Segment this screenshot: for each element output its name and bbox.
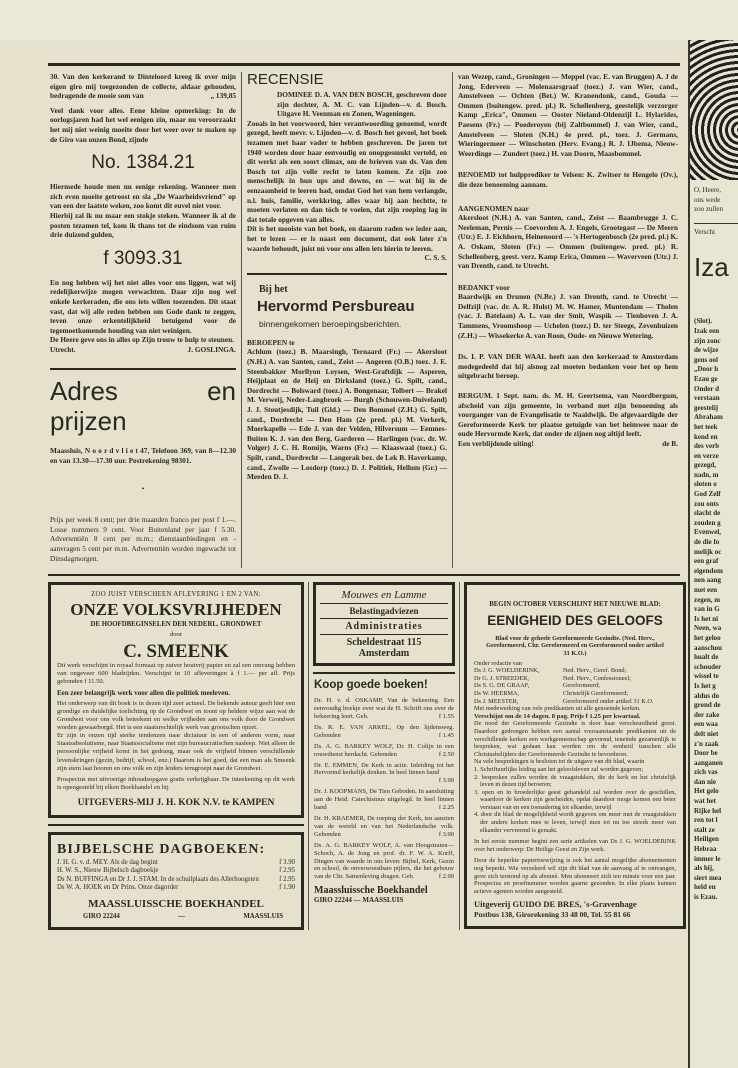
- ad-separator: [48, 824, 304, 826]
- ad-price: Verschijnt om de 14 dagen. 8 pag. Prijs f 1.25 per kwartaal.: [474, 712, 641, 720]
- beroepen-list: Achlum (toez.) B. Maarsingh, Ternaard (Fr.) — Akersloot (N.H.) A. van Santen, cand., Zeist — Angeren (O.B.) toez. J. E. Steenbakker Morllyon Loysen, West-Graftdijk — Asperen, Heijplaat en de Heij en Dirksland (toez.) G. Spilt, cand., Dordrecht — Bolsward (toez.) A. Bongenaar, Tolbert — Brakel M. Verweij, Neder-Langbroek — Burgh (Schouwen-Duiveland) J. J. Stoutjesdijk, Tuil (Gld.) — Den Bommel (Z.H.) G. Spilt, cand., Dordrecht — Den Ham (2e pred. pl.) M. Verkerk, Moerkapelle — Ede J. van der Velden, Hilversum — Eemnes-Buiten K. J. van den Berg, Garderen — Harlingen (vac. dr. W. Volger) J. C. H. Romijn, Warns (Fr.) — Klaaswaal (toez.) G. Spilt, cand., Dordrecht — Langerak bez. de Lek B. Haverkamp, cand., Zwolle — Losdorp (toez.) D. J. Politiek, Hellum (Gr.) — Meeden D. J.: [247, 347, 447, 482]
- item-title: Ds W. A. HOEK en Dr Prins. Onze dagorder: [57, 884, 179, 892]
- next-page-line: de wijze: [694, 346, 719, 355]
- next-page-line: nen aang: [694, 576, 722, 585]
- stokje-paragraph: Hierbij zal ik nu maar een stokje steken. Wanneer ik al de posten tezamen tel, kom ik thans tot de eindsom van ruim drie duizend gulden,: [50, 210, 236, 240]
- next-page-line: slacht de: [694, 509, 721, 518]
- editor-row: [474, 698, 676, 706]
- next-page-line: ons wede: [694, 195, 721, 204]
- ad-subtitle: Blad voor de geheele Gereformeerde Gezindte. (Ned. Herv., Gereformeerd, Chr. Gereformeerd en Gereformeerd onder artikel 31 K.O.): [486, 634, 664, 657]
- boek-item: [314, 842, 454, 882]
- editor-row: [474, 675, 676, 683]
- next-page-line: als hij,: [694, 864, 714, 873]
- adres-text: Maassluis, N o o r d v l i e t 47, Telefoon 369, van 8—12.30 en van 13.30—17.30 uur. Postrekening 98301.: [50, 446, 236, 466]
- next-page-line: de die fo: [694, 538, 720, 547]
- dagboek-item: [57, 859, 295, 867]
- item-price: f 1.45: [438, 731, 454, 739]
- next-page-line: nadn, m: [694, 470, 719, 479]
- ad-separator: [313, 672, 455, 674]
- ad-paragraph: Dit werk verschijnt in royaal formaat op zuiver houtvrij papier en zal een omvang hebben van ongeveer 600 bladzijden. Verschijnt in 10 afleveringen à f 1.— per afl. Prijs gebonden f 11.50.: [57, 661, 295, 685]
- next-page-line: Het gelo: [694, 787, 719, 796]
- editors-list: [474, 667, 676, 705]
- next-page-line: eigendom: [694, 566, 723, 575]
- ads-left: [48, 582, 304, 930]
- ad-title: EENIGHEID DES GELOOFS: [487, 612, 663, 628]
- next-page-line: der zake: [694, 710, 720, 719]
- ad-paragraph: Er zijn in onzen tijd sterke tendenzen naar dictatuur in een of anderen vorm, naar Staatsabsolutisme, naar Staatssocialisme met zijn bureaucratischen nasleep. Niet alleen de persoonlijke vrijheid komt in het gedrang, maar ook de vrijheid binnen verschillende levenskringen (gezin, bedrijf, school, enz.) Daarom is het goed, dat een man als Smeenk zijn stem laat hooren en ons volk en zijn leiders terugroept naar de Grondwet.: [57, 732, 295, 772]
- next-page-line: dan nie: [694, 777, 716, 786]
- next-page-line: Neen, wa: [694, 624, 722, 633]
- item-title: Ds N. BUFFINGA en Dr J. J. STAM. In de schuilplaats des Allerhoogsten: [57, 875, 259, 883]
- ad-paragraph: Prospectus met uitvoerige inhoudsopgave gratis verkrijgbaar. De inteekening op dit werk is opengesteld bij elken Boekhandel en bij: [57, 775, 295, 791]
- next-page-line: Onder d: [694, 384, 719, 393]
- aangenomen-list: Akersloot (N.H.) A. van Santen, cand., Zeist — Baambrugge J. C. Neeleman, Pernis — Coevorden A. J. Engels, Grootegast — De Meern (Utr.) E. J. Eichhorn, Heinenoord — 's Hertogenbosch (2e pred. pl.) K. A. Oskam, Sloten (Fr.) — Ommen (buitengew. pred. pl.) R. Schellenberg, geest. verz. Kamp Erica, Ommen — Waverveen (Utr.) J. van Drenth, cand. te Utrecht.: [458, 213, 678, 271]
- next-page-line: (Slot).: [694, 317, 713, 326]
- boek-item: [314, 788, 454, 812]
- item-price: f 3.90: [438, 777, 454, 785]
- bedankt-list: Baardwijk en Drunen (N.Br.) J. van Drenth, cand. te Utrecht — Delfzijl (vac. dr. A. R. Hulst) M. W. Hamer, Muntendam — Tholen (vac. J. Batelaan) A. L. van der Smit, Waspik — Tienhoven J. A. Tammens, Vroomshoop — Uchelen (toez.) D. ter Steege, Zevenhuizen (Z.H.) — Wissekerke A. van Roon, Oude- en Nieuwe Wetering.: [458, 292, 678, 340]
- next-page-line: stalt ze: [694, 825, 715, 834]
- editor-row: [474, 667, 676, 675]
- item-title: J. H. G. v. d. MEY. Als de dag begint: [57, 858, 158, 866]
- item-title: H. W. S., Nieuw Bijbelsch dagboekje: [57, 867, 159, 875]
- adres-title: Adres en prijzen: [50, 376, 236, 437]
- ad-title: ONZE VOLKSVRIJHEDEN: [70, 600, 282, 620]
- next-page-line: Verschi: [694, 223, 738, 238]
- closing-line: [458, 439, 678, 449]
- next-page-line: gens ool: [694, 355, 718, 364]
- redactie-label: Onder redactie van: [474, 659, 522, 667]
- editor-church: Ned. Herv., Confessioneel;: [562, 674, 631, 682]
- article-columns: [48, 72, 680, 568]
- recensie-title: RECENSIE: [247, 71, 324, 88]
- giro-number: No. 1384.21: [91, 152, 195, 174]
- column-divider: [459, 582, 460, 930]
- ad-eenigheid-des-geloofs: [464, 582, 686, 929]
- next-page-line: een waa: [694, 720, 718, 729]
- aim-item: 4. door dit blad de mogelijkheid wordt gegeven om meer met de vraagstukken der andere kerken mee te leven, terwijl men tot nu toe steeds meer van elkander vervreemd is geraakt.: [474, 811, 676, 834]
- next-page-line: Iza: [694, 252, 729, 283]
- next-page-line: aanganen: [694, 758, 723, 767]
- page-top-margin: [0, 0, 738, 40]
- item-price: f 1.55: [438, 713, 454, 721]
- ad-publisher-contact: Postbus 138, Girorekening 33 48 00, Tel. 55 81 66: [474, 910, 631, 920]
- ad-title: BIJBELSCHE DAGBOEKEN:: [57, 841, 266, 857]
- next-page-line: Ezau ge: [694, 374, 718, 383]
- persbureau-subtitle: binnengekomen beroepingsberichten.: [259, 319, 402, 330]
- item-price: f 3.90: [438, 830, 454, 838]
- item-price: f 1.90: [279, 884, 295, 892]
- dagboeken-list: [57, 859, 295, 893]
- column-divider: [308, 582, 309, 930]
- ad-subtitle: DE HOOFDBEGINSELEN DER NEDERL. GRONDWET: [90, 621, 262, 629]
- collecte-amount: „ 139,85: [210, 91, 236, 101]
- review-paragraph-2: Dit is het mooiste van het boek, en daarom raden we ieder aan, het te lezen — er is naast een document, dat ook later z'n waarde behoudt, juist nú voor ons allen iets hierin te leeren.: [247, 224, 447, 253]
- editor-church: Ned. Herv., Geref. Bond;: [562, 667, 627, 675]
- column-1: [48, 72, 236, 568]
- boeken-list: [314, 697, 454, 881]
- item-price: f 2.50: [438, 750, 454, 758]
- editor-church: Gereformeerd onder artikel 31 K.O.: [562, 697, 654, 705]
- rekening-paragraph: Hiermede houde men nu eenige rekening. Wanneer men zich even moeite getroost en sla „De Waarheidsvriend" op van een der laatste weken, zoo komt dit euvel niet voor.: [50, 182, 236, 211]
- closing-text: Een verblijdende uiting!: [458, 439, 534, 448]
- editor-name: Ds W. HEERMA,: [474, 689, 520, 697]
- item-price: f 3.90: [279, 858, 295, 866]
- dank-paragraph: En nog hebben wij het niet alles voor ons liggen, wat wij redelijkerwijze mogen verwachten. Daar zijn nog wel enkele kerkeraden, die ons iets willen toezenden. Dit staat vast, dat wij alle reden hebben om Gode dank te zeggen, teven onze erkentelijkheid betuigend voor de tegemoetkomende houding van niet weinigen.: [50, 277, 236, 335]
- next-page-text: [694, 186, 738, 903]
- ad-slogan: Een zeer belangrijk werk voor allen die politiek meeleven.: [57, 688, 230, 697]
- ad-paragraph: Door de beperkte papiertoewijzing is ook het aantal mogelijke abonnementen nog beperkt. Wie verzekerd wil zijn dit blad van de aanvang af te ontvangen, geve zich terstond op als abonné. Men abonneert zich ten minste voor een jaar. Prospectus en proefnummer worden gaarne gezonden. In elke plaats kunnen actieve agenten worden aangesteld.: [474, 857, 676, 895]
- ad-line: Belastingadviezen: [320, 604, 448, 619]
- next-page-line: het geloo: [694, 633, 721, 642]
- city: MAASSLUIS: [243, 912, 283, 920]
- column-2: [247, 72, 447, 568]
- next-page-line: Evenwel,: [694, 528, 722, 537]
- persbureau-title: Hervormd Persbureau: [257, 298, 415, 316]
- next-page-line: aldus do: [694, 691, 720, 700]
- next-page-edge: [688, 40, 738, 1068]
- editor-church: Christelijk Gereformeerd;: [562, 689, 629, 697]
- column-divider: [241, 72, 242, 568]
- ad-title: Koop goede boeken!: [314, 679, 428, 692]
- next-page-line: immer le: [694, 854, 721, 863]
- next-page-line: en verze: [694, 451, 719, 460]
- item-price: f 2.95: [279, 875, 295, 883]
- next-page-line: gezegd,: [694, 461, 716, 470]
- ad-giro-line: [57, 911, 295, 921]
- ad-onze-volksvrijheden: [48, 582, 304, 818]
- ad-author: C. SMEENK: [123, 640, 229, 662]
- next-page-line: het teek: [694, 422, 718, 431]
- next-page-line: melijk oc: [694, 547, 722, 556]
- ad-paragraph: In het eerste nummer begint een serie artikelen van Ds J. G. WOELDERINK over het onderwerp: De Heilige Geest en Zijn werk.: [474, 838, 676, 853]
- dagboek-item: [57, 876, 295, 884]
- editor-name: Ds S. G. DE GRAAF,: [474, 682, 530, 690]
- ad-koop-goede-boeken: [313, 678, 455, 905]
- ad-line: Administraties: [320, 619, 448, 635]
- next-page-line: Door be: [694, 749, 718, 758]
- giro: GIRO 22244: [83, 912, 120, 920]
- opmerking-paragraph: Veel dank voor alles. Eene kleine opmerking: In de oorlogsjaren had het wel eenigen zin, maar nu veroorzaakt het mij niet weinig moeite door het weer over te maken op de Giro van onzen Bond, zijnde: [50, 105, 236, 144]
- aim-item: 3. open en in broederlijke geest gehandeld zal worden over de geschillen, waardoor de kerken zijn gescheiden, opdat daardoor moge komen een beter verstaan van en een toenadering tot elkander, terwijl: [474, 788, 676, 811]
- beroepen-heading: BEROEPEN te: [247, 337, 295, 347]
- next-page-line: aanschou: [694, 643, 723, 652]
- next-page-illustration: [690, 40, 738, 180]
- editor-row: [474, 690, 676, 698]
- ad-bijbelsche-dagboeken: [48, 832, 304, 930]
- item-title: Dr. H. v. d. OSKAMP, Van de bekeering. Een eenvoudig boekje over wat de H. Schrift ons over de bekeering leert. Geb.: [314, 697, 454, 721]
- next-page-line: verstaan: [694, 394, 720, 403]
- ad-top-line: ZOO JUIST VERSCHEEN AFLEVERING 1 EN 2 VAN:: [91, 591, 261, 599]
- next-page-line: Abraham: [694, 413, 723, 422]
- boek-item: [314, 762, 454, 786]
- bergum-text: BERGUM. 1 Sept. nam. ds. M. H. Geertsema, van Noordbergum, afscheid van zijn gemeente, in verband met zijn benoeming als voorganger van de Evangelisatie te Naaldwijk. De afgevaardigde der Gereformeerde Kerk ter plaatse getuigde van het heimwee naar de oude Hervormde Kerk, dat onder de zijnen nog altijd leeft.: [458, 391, 678, 439]
- aims-list: [474, 766, 676, 834]
- ads-middle: [313, 582, 455, 905]
- ad-paragraph: Na vele besprekingen is besloten tot de uitgave van dit blad, waarin: [474, 758, 645, 766]
- benoemd-text: BENOEMD tot hulpprediker te Velsen: K. Zwitser te Hengelo (Ov.), die deze benoeming aannam.: [458, 170, 678, 189]
- next-page-line: een graf: [694, 557, 719, 566]
- aim-item: 1. Schriftuurlijke leiding aan het geloofsleven zal worden gegeven;: [474, 765, 644, 773]
- item-title: Dr. J. KOOPMANS, De Tien Geboden. In aansluiting aan de Heid. Catechismus uitgelegd. In heel linnen band: [314, 788, 454, 812]
- next-page-line: zouden g: [694, 518, 721, 527]
- section-rule: [247, 273, 447, 275]
- next-page-line: zijn zonc: [694, 336, 721, 345]
- next-page-line: siert mea: [694, 873, 722, 882]
- review-signature: C. S. S.: [424, 253, 447, 263]
- next-page-line: met een: [694, 586, 718, 594]
- ads-rule: [48, 574, 680, 576]
- item-title: Ds. A. G. BARKEY WOLF, A. van Hoogstraten—Schoch, A. de Jong en prof. dr. F. W. A. Korff, Dingen van waarde in ons leven: Bijbel, Kerk, Gezin en school, de onverwoestbare pijlers, die het gebouw van de Chr. Samenleving dragen. Geb.: [314, 841, 454, 881]
- editor-row: [474, 682, 676, 690]
- prices-text: Prijs per week 8 cent; per drie maanden franco per post f 1.—. Losse nummers 9 cent. Voor Buitenland per jaar f 5.30. Advertentiën 8 cent per m.m.; dienstaanbiedingen en -aanvragen 5 cent per m.m. Advertentiën worden ingewacht tot Dinsdagmorgen.: [50, 515, 236, 563]
- next-page-line: O, Heere,: [694, 186, 722, 194]
- next-page-line: Rijke hel: [694, 806, 722, 815]
- editor-name: Ds J. MEESTER,: [474, 697, 519, 705]
- next-page-line: kend en: [694, 432, 718, 441]
- ad-shop: Maassluissche Boekhandel: [314, 885, 428, 897]
- boek-item: [314, 724, 454, 740]
- next-page-line: Hebraa: [694, 845, 717, 854]
- next-page-line: ren tot l: [694, 816, 718, 825]
- next-page-line: zich vas: [694, 768, 718, 777]
- next-page-line: Is het ni: [694, 614, 719, 623]
- next-page-line: hualt de: [694, 653, 719, 662]
- item-price: f 2.90: [438, 873, 454, 881]
- ad-shop: MAASSLUISSCHE BOEKHANDEL: [88, 897, 264, 910]
- boek-item: [314, 815, 454, 839]
- dagboek-item: [57, 884, 295, 892]
- next-page-line: zou onts: [694, 499, 719, 508]
- next-page-line: schouder: [694, 662, 722, 671]
- next-page-line: held en: [694, 883, 716, 892]
- ad-top-line: BEGIN OCTOBER VERSCHIJNT HET NIEUWE BLAD:: [489, 601, 661, 609]
- item-title: Ds. R. E. VAN ARKEL, Op den lijdensweg. Gebonden: [314, 723, 454, 739]
- advertisements: [48, 582, 680, 930]
- next-page-line: z'n zaak: [694, 739, 719, 748]
- ad-paragraph: De nood der Gereformeerde Gezindte is door haar verscheurdheid groot. Daardoor gedrongen hebben een aantal vooraanstaande predikanten uit de verschillende kerken een werkgemeenschap gevormd, teneinde gezamenlijk te bespreken, wat gedaan kan worden om de eenheid tusschen alle Christusbelijders der Gereformeerde Gezindte te bevorderen.: [474, 720, 676, 758]
- item-title: Ds. A. G. BARKEY WOLF, Dr. H. Colijn in een rouwdienst herdacht. Gebonden: [314, 742, 454, 758]
- bullet-ornament: •: [141, 483, 145, 493]
- column-3: [458, 72, 678, 568]
- ad-name: Mouwes en Lamme: [320, 589, 448, 604]
- ad-publisher: UITGEVERS-MIJ J. H. KOK N.V. te KAMPEN: [77, 797, 275, 808]
- bij-het: Bij het: [259, 283, 288, 295]
- ad-publisher: Uitgeverij GUIDO DE BRES, 's-Gravenhage: [474, 899, 637, 910]
- boek-item: [314, 743, 454, 759]
- ad-address: Scheldestraat 115: [346, 637, 422, 649]
- next-page-line: Heiligen: [694, 835, 719, 844]
- next-page-line: geestelij: [694, 403, 719, 412]
- next-page-line: wat het: [694, 797, 716, 806]
- bedankt-heading: BEDANKT voor: [458, 282, 510, 292]
- item-price: f 2.25: [438, 804, 454, 812]
- place: Utrecht.: [50, 344, 76, 354]
- editor-name: Ds J. G. WOELDERINK,: [474, 667, 540, 675]
- ad-giro: GIRO 22244 — MAASSLUIS: [314, 896, 404, 905]
- ad-mouwes-en-lamme: [313, 582, 455, 666]
- next-page-line: van in G: [694, 605, 720, 614]
- next-page-line: zegen, m: [694, 595, 721, 604]
- next-page-line: zoo zullen: [694, 205, 723, 214]
- item-title: Dr. E. EMMEN, De Kerk in actie. Inleiding tot het Hervormd kerkelijk denken. In heel linnen band: [314, 761, 454, 777]
- next-page-line: sloten o: [694, 480, 717, 489]
- next-page-line: is Ezau.: [694, 893, 718, 901]
- next-page-line: God Zelf: [694, 490, 721, 499]
- signature: J. GOSLINGA.: [187, 344, 236, 354]
- editor-church: Gereformeerd;: [562, 682, 600, 690]
- header-rule: [48, 63, 680, 66]
- dash: —: [178, 912, 185, 920]
- ad-door: door: [169, 631, 183, 639]
- van-der-waal-text: Ds. I. P. VAN DER WAAL heeft aan den kerkeraad te Amsterdam medegedeeld dat hij alsnog zal moeten bedanken voor het op hem uitgebracht beroep.: [458, 352, 678, 381]
- signature-line: [50, 345, 236, 355]
- boek-item: [314, 697, 454, 721]
- dagboek-item: [57, 867, 295, 875]
- collecte-text: 30. Van den kerkerand te Dinteloord kreeg ik over mijn eigen giro mij toegezonden de collecte, aldaar gehouden, bedragende de mooie som van: [50, 72, 236, 101]
- newspaper-page: [48, 63, 680, 930]
- editor-name: Dr G. J. STREEDER,: [474, 674, 529, 682]
- closing-signature: de B.: [662, 439, 678, 448]
- heere-paragraph: De Heere geve ons in alles op Zijn trouw te hulp te steunen.: [50, 335, 234, 345]
- aim-item: 2. besproken zullen worden de vraagstukken, die de kerk en het christelijk leven in dezen tijd beroeren;: [474, 773, 676, 789]
- review-paragraph-1: Zooals in het voorwoord, hier verantwoording genoemd, wordt gezegd, heeft mevr. v. Lijnden—v. d. Bosch het gevoel, het boek tezamen met haar vader te hebben geschreven. De jaren tot 1940 worden door haar eenvoudig en onopgesmukt verteld, en dit werkt als een soort climax, om de brieven van ds. Van den Bosch tot zijn volle recht te laten komen. Ze zijn zoo menschelijk in hun ups and downs, en — wat hij in de eenzaamheid te leeren had, omdat God het van hem verlangde, n.l. huis, familie, werkkring, alles waar hij aan hechtte, te moeten verlaten en dan tóch te voelen, dat zijn roeping lag in dat totale opgeven van alles.: [247, 118, 447, 224]
- beroepen-list-continued: van Wezep, cand., Groningen — Meppel (vac. E. van Bruggen) A. J de Jong, Ederveen — Molenaarsgraaf (toez.) J. van Wier, cand., Amstelveen — Ochten (Bet.) W. Kranendonk, cand., Gouda — Ommen (buitengew. pred. pl.) R. Schellenberg, geestelijk verzorger Kamp „Erica", Ommen — Ooster Nieland-Oldenzijl L. Hylarides, Paesens (Fr.) — Poederoyen (bij Zaltbommel) J. van Wier, cand., Amstelveen — Sloten (N.H.) 4e pred. pl., toez. J. Germans, Wieringermeer — Winschoten (Herv. Evang.) R. J. IJbema, Nieuw-Weerdinge — Zundert (toez.) H. van Doorn, Maasbommel.: [458, 72, 678, 158]
- column-divider: [452, 72, 453, 568]
- next-page-line: „Door h: [694, 365, 719, 374]
- total-amount: f 3093.31: [103, 247, 183, 269]
- item-title: Dr. H. KRAEMER, De roeping der Kerk, ten aanzien van de wereld en van het Nederlandsche volk. Gebonden: [314, 815, 454, 838]
- book-info: DOMINEE D. A. VAN DEN BOSCH, geschreven door zijn dochter, A. M. C. van Lijnden—v. d. Bosch. Uitgave H. Veenman en Zonen, Wageningen.: [277, 90, 447, 119]
- item-price: f 2.95: [279, 867, 295, 875]
- next-page-line: Is het g: [694, 681, 716, 690]
- next-page-line: delt niet: [694, 729, 719, 738]
- next-page-line: Izak een: [694, 326, 720, 335]
- ad-paragraph: Het onderwerp van dit boek is in dezen tijd zeer actueel. De bekende auteur geeft hier een grondige en duidelijke toelichting op de Grondwet en toont op heldere wijze aan wat de Grondwet voor ons volk beteekent en welke vrijheden aan ons volk door de Grondwet worden gewaarborgd. Het is een staatsrechtelijk werk van grootschen opzet.: [57, 699, 295, 732]
- next-page-line: wissel te: [694, 672, 719, 681]
- aangenomen-heading: AANGENOMEN naar: [458, 203, 529, 213]
- section-rule: [50, 368, 236, 370]
- ad-city: Amsterdam: [358, 648, 410, 660]
- next-page-line: des verb: [694, 442, 720, 451]
- collecte-paragraph: [50, 72, 236, 101]
- next-page-line: grond de: [694, 701, 721, 710]
- ad-paragraph: Met medewerking van vele predikanten uit alle genoemde kerken.: [474, 705, 641, 713]
